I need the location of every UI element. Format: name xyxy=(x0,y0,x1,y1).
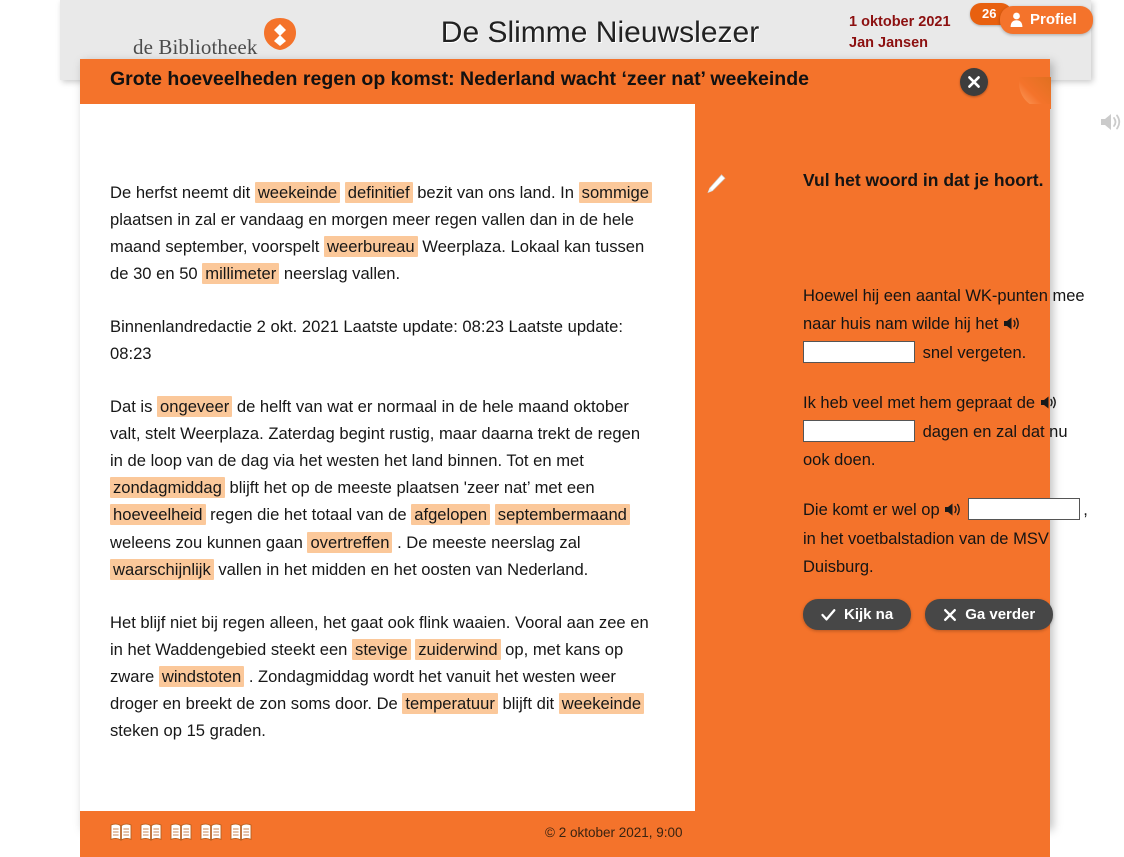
book-icon[interactable] xyxy=(140,823,162,841)
question-text-before: Die komt er wel op xyxy=(803,501,945,520)
exercise-question xyxy=(803,282,1093,367)
profile-button[interactable] xyxy=(1000,6,1093,34)
answer-input[interactable] xyxy=(803,420,915,442)
page-title: De Slimme Nieuwslezer xyxy=(440,16,760,49)
speaker-icon[interactable] xyxy=(944,499,963,516)
highlighted-word[interactable]: temperatuur xyxy=(402,693,497,714)
book-icon[interactable] xyxy=(230,823,252,841)
highlighted-word[interactable]: hoeveelheid xyxy=(110,504,206,525)
person-icon xyxy=(1010,12,1023,27)
check-icon xyxy=(821,608,836,622)
book-icon[interactable] xyxy=(110,823,132,841)
exercise-actions xyxy=(803,599,1053,630)
copyright-text: © 2 oktober 2021, 9:00 xyxy=(545,825,683,840)
highlighted-word[interactable]: ongeveer xyxy=(157,396,232,417)
highlighted-word[interactable]: septembermaand xyxy=(495,504,630,525)
highlighted-word[interactable]: weerbureau xyxy=(324,236,418,257)
read-aloud-icon[interactable] xyxy=(1098,109,1124,135)
exercise-question-list xyxy=(803,282,1093,603)
highlighted-word[interactable]: millimeter xyxy=(202,263,279,284)
user-info xyxy=(849,12,951,54)
highlighted-word[interactable]: waarschijnlijk xyxy=(110,559,214,580)
current-date: 1 oktober 2021 xyxy=(849,14,951,30)
article-text xyxy=(110,179,655,770)
question-text-after: , in het voetbalstadion van de MSV Duisburg. xyxy=(803,501,1088,576)
article-headline: Grote hoeveelheden regen op komst: Nederland wacht ‘zeer nat’ weekeinde xyxy=(110,68,809,90)
exercise-instruction: Vul het woord in dat je hoort. xyxy=(803,170,1044,190)
points-badge: 26 xyxy=(970,3,1012,25)
highlighted-word[interactable]: sommige xyxy=(579,182,652,203)
article-paragraph: De herfst neemt dit weekeinde definitief bezit van ons land. In sommige plaatsen in zal er vandaag en morgen meer regen vallen dan in de hele maand september, voorspelt weerbureau Weerplaza. Lokaal kan tussen de 30 en 50 millimeter neerslag vallen. xyxy=(110,179,655,287)
highlighted-word[interactable]: weekeinde xyxy=(559,693,644,714)
article-title-bar xyxy=(80,59,1050,104)
highlighted-word[interactable]: windstoten xyxy=(159,666,244,687)
close-button[interactable] xyxy=(960,68,988,96)
continue-label: Ga verder xyxy=(965,606,1036,623)
close-icon xyxy=(967,75,981,89)
bibliotheek-logo[interactable] xyxy=(133,16,298,58)
logo-label: de Bibliotheek xyxy=(133,35,258,59)
article-paragraph: Het blijf niet bij regen alleen, het gaat ook flink waaien. Vooral aan zee en in het Waddengebied steekt een stevige zuiderwind op, met kans op zware windstoten . Zondagmiddag wordt het vanuit het westen weer droger en breekt de zon soms door. De temperatuur blijft dit weekeinde steken op 15 graden. xyxy=(110,612,649,740)
exercise-panel xyxy=(695,104,1088,811)
close-icon xyxy=(943,608,957,622)
exercise-question xyxy=(803,496,1093,581)
highlighted-word[interactable]: weekeinde xyxy=(255,182,340,203)
check-answers-button[interactable] xyxy=(803,599,911,630)
highlighted-word[interactable]: definitief xyxy=(345,182,413,203)
highlighted-word[interactable]: zondagmiddag xyxy=(110,477,225,498)
check-answers-label: Kijk na xyxy=(844,606,894,623)
bibliotheek-diamond-logo-icon xyxy=(262,16,298,52)
article-paragraph: Binnenlandredactie 2 okt. 2021 Laatste update: 08:23 Laatste update: 08:23 xyxy=(110,317,623,364)
highlighted-word[interactable]: stevige xyxy=(352,639,411,660)
speaker-icon[interactable] xyxy=(1040,392,1059,409)
pencil-icon xyxy=(705,173,727,195)
answer-input[interactable] xyxy=(968,498,1080,520)
question-text-after: snel vergeten. xyxy=(918,343,1027,362)
difficulty-level-icons xyxy=(110,823,252,841)
article-paragraph: Dat is ongeveer de helft van wat er normaal in de hele maand oktober valt, stelt Weerplaza. Zaterdag begint rustig, maar daarna trekt de regen in de loop van de dag via het westen het land binnen. Tot en met zondagmiddag blijft het op de meeste plaatsen 'zeer nat’ met een hoeveelheid regen die het totaal van de afgelopen septembermaand weleens zou kunnen gaan overtreffen . De meeste neerslag zal waarschijnlijk vallen in het midden en het oosten van Nederland. xyxy=(110,397,641,579)
highlighted-word[interactable]: overtreffen xyxy=(307,532,392,553)
article-window xyxy=(80,59,1088,840)
speaker-icon[interactable] xyxy=(1003,313,1022,330)
profile-button-label: Profiel xyxy=(1030,11,1077,28)
question-text-before: Hoewel hij een aantal WK-punten mee naar huis nam wilde hij het xyxy=(803,287,1085,334)
answer-input[interactable] xyxy=(803,341,915,363)
article-footer xyxy=(80,811,1050,857)
highlighted-word[interactable]: zuiderwind xyxy=(415,639,500,660)
book-icon[interactable] xyxy=(200,823,222,841)
exercise-question xyxy=(803,389,1093,474)
highlighted-word[interactable]: afgelopen xyxy=(411,504,490,525)
continue-button[interactable] xyxy=(925,599,1053,630)
book-icon[interactable] xyxy=(170,823,192,841)
user-name: Jan Jansen xyxy=(849,35,928,52)
title-bar-page-curl xyxy=(1020,59,1050,104)
article-body xyxy=(80,104,695,811)
question-text-before: Ik heb veel met hem gepraat de xyxy=(803,394,1040,413)
question-text-after: dagen en zal dat nu ook doen. xyxy=(803,422,1068,469)
